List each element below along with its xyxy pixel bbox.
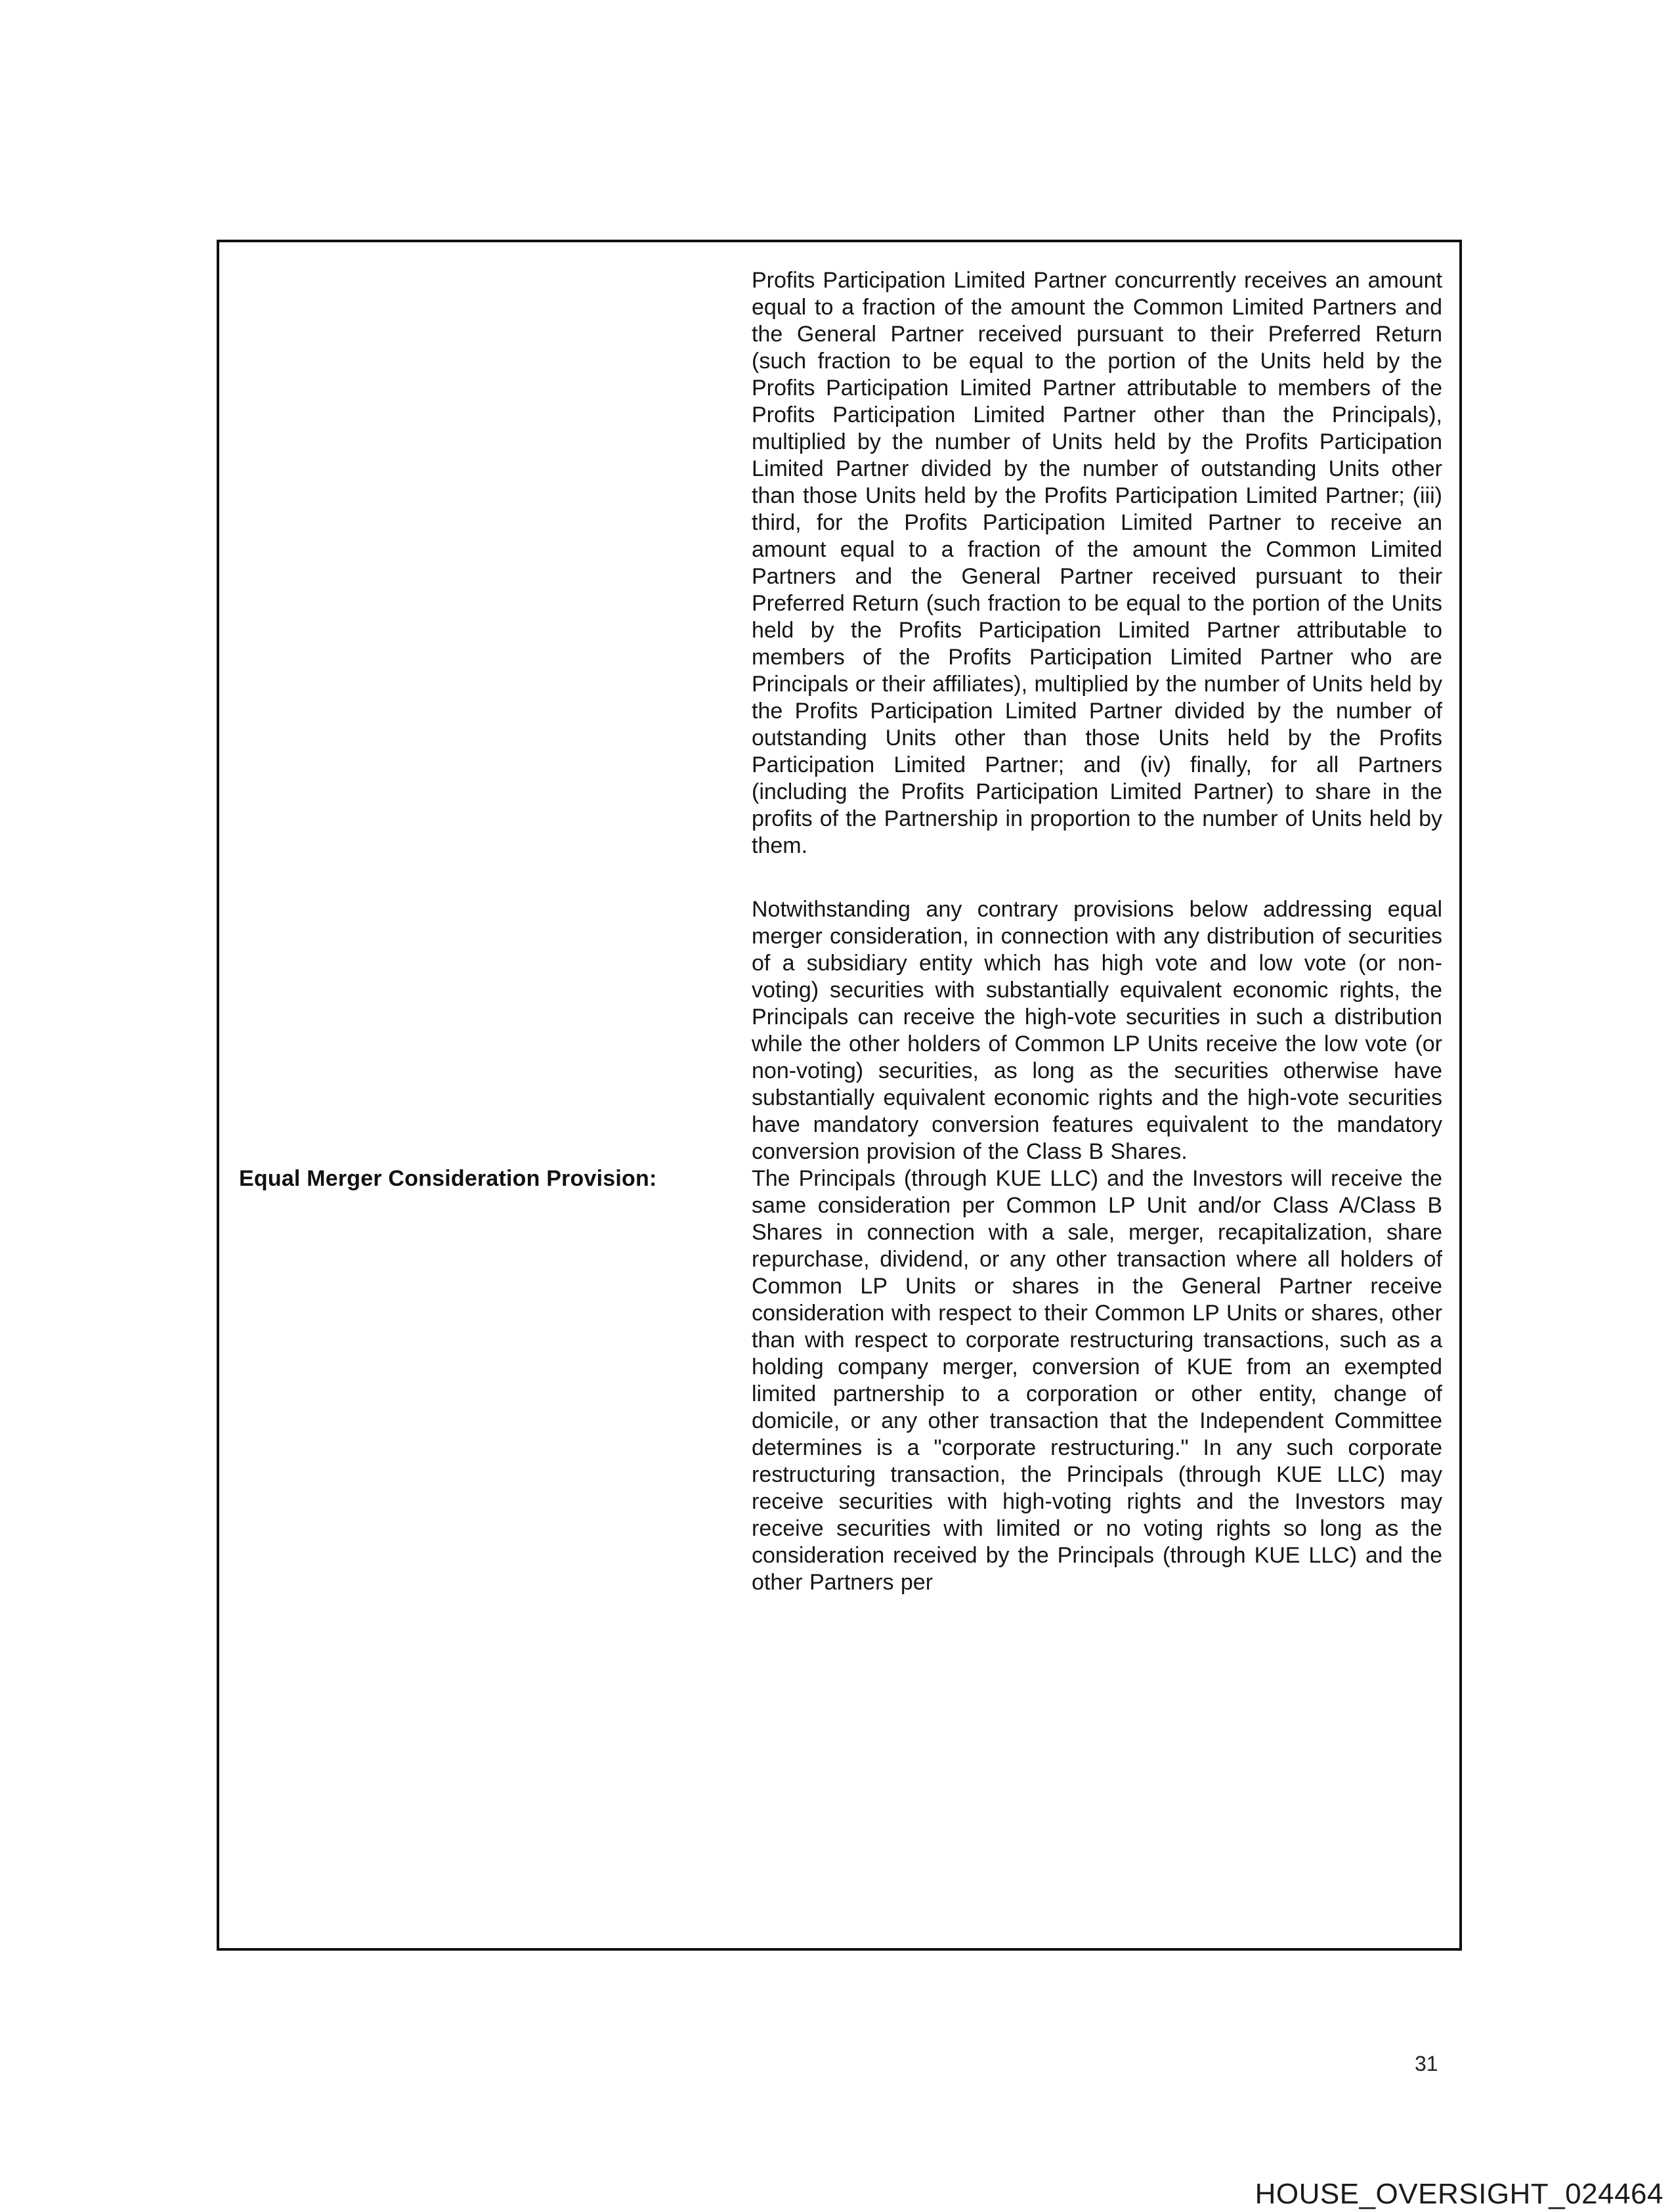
continuation-row <box>239 267 1442 1165</box>
text-column <box>752 267 1442 1165</box>
body-paragraph: The Principals (through KUE LLC) and the Investors will receive the same consideration per Common LP Unit and/or Class A/Class B Shares in connection with a sale, merger, recapitalization, share repurchase, dividend, or any other transaction where all holders of Common LP Units or shares in the General Partner receive consideration with respect to their Common LP Units or shares, other than with respect to corporate restructuring transactions, such as a holding company merger, conversion of KUE from an exempted limited partnership to a corporation or other entity, change of domicile, or any other transaction that the Independent Committee determines is a "corporate restructuring." In any such corporate restructuring transaction, the Principals (through KUE LLC) may receive securities with high-voting rights and the Investors may receive securities with limited or no voting rights so long as the consideration received by the Principals (through KUE LLC) and the other Partners per <box>752 1166 1442 1595</box>
document-border-box <box>217 240 1462 1951</box>
text-column <box>752 1165 1442 1596</box>
body-paragraph: Profits Participation Limited Partner concurrently receives an amount equal to a fraction of the amount the Common Limited Partners and the General Partner received pursuant to their Preferred Return (such fraction to be equal to the portion of the Units held by the Profits Participation Limited Partner attributable to members of the Profits Participation Limited Partner other than the Principals), multiplied by the number of Units held by the Profits Participation Limited Partner divided by the number of outstanding Units other than those Units held by the Profits Participation Limited Partner; (iii) third, for the Profits Participation Limited Partner to receive an amount equal to a fraction of the amount the Common Limited Partners and the General Partner received pursuant to their Preferred Return (such fraction to be equal to the portion of the Units held by the Profits Participation Limited Partner attributable to members of the Profits Participation Limited Partner who are Principals or their affiliates), multiplied by the number of Units held by the Profits Participation Limited Partner divided by the number of outstanding Units other than those Units held by the Profits Participation Limited Partner; and (iv) finally, for all Partners (including the Profits Participation Limited Partner) to share in the profits of the Partnership in proportion to the number of Units held by them. <box>752 268 1442 858</box>
document-content <box>219 242 1459 1948</box>
equal-merger-row <box>239 1165 1442 1596</box>
label-column <box>239 1165 752 1192</box>
body-paragraph: Notwithstanding any contrary provisions below addressing equal merger consideration, in connection with any distribution of securities of a subsidiary entity which has high vote and low vote (or non-voting) securities with substantially equivalent economic rights, the Principals can receive the high-vote securities in such a distribution while the other holders of Common LP Units receive the low vote (or non-voting) securities, as long as the securities otherwise have substantially equivalent economic rights and the high-vote securities have mandatory conversion features equivalent to the mandatory conversion provision of the Class B Shares. <box>752 897 1442 1164</box>
page-number: 31 <box>1415 2052 1438 2075</box>
bates-stamp: HOUSE_OVERSIGHT_024464 <box>1255 2178 1663 2210</box>
section-label-equal-merger-consideration: Equal Merger Consideration Provision: <box>239 1166 657 1191</box>
